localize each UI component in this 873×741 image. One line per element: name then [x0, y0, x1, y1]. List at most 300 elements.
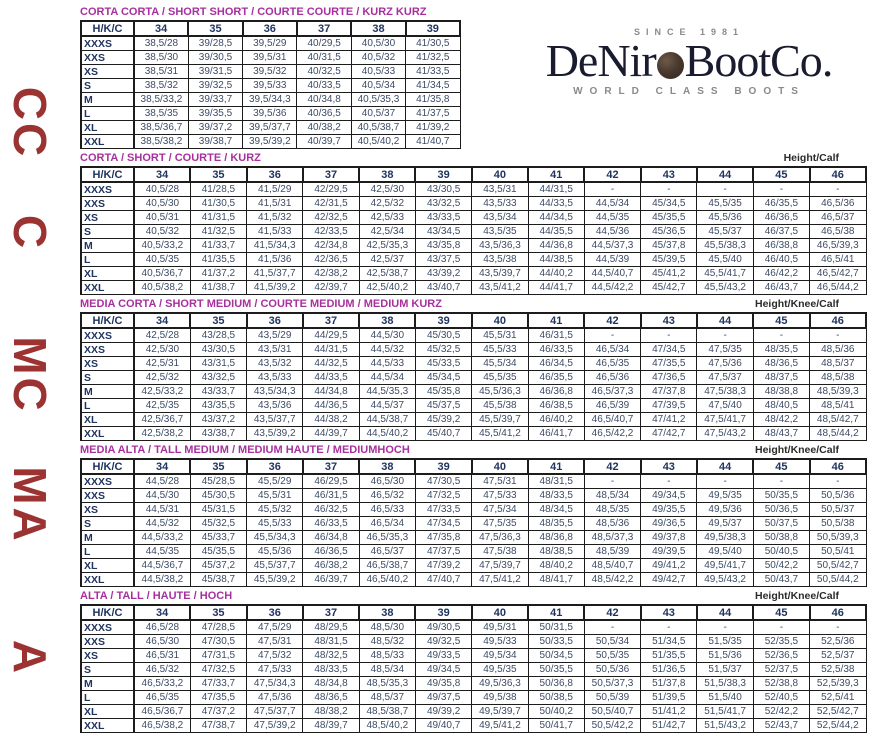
size-cell: 47,5/40 [697, 399, 753, 413]
size-cell: 50/40,2 [528, 705, 584, 719]
size-cell: 45/32,5 [415, 343, 471, 357]
size-cell: 42,5/38,7 [359, 267, 415, 281]
size-cell: 40/39,7 [297, 135, 351, 149]
size-cell: 46,5/36 [810, 197, 866, 211]
table-row [81, 413, 866, 427]
size-cell: 45/28,5 [190, 474, 246, 489]
size-cell: 39/31,5 [188, 65, 242, 79]
size-cell: 49,5/33 [472, 635, 528, 649]
size-cell: 49/40,7 [415, 719, 471, 733]
row-label: M [81, 677, 134, 691]
size-cell: 43,5/39,2 [247, 427, 303, 441]
size-cell: 45/34,5 [415, 371, 471, 385]
size-cell: 44,5/33 [359, 357, 415, 371]
size-cell: 48,5/35 [584, 503, 640, 517]
table-row [81, 107, 460, 121]
size-cell: 40,5/36,7 [134, 267, 190, 281]
size-cell: 44,5/35 [134, 545, 190, 559]
size-cell: 44/31,5 [528, 182, 584, 197]
size-cell: - [753, 474, 809, 489]
size-cell: 41/28,5 [190, 182, 246, 197]
size-cell: 46/29,5 [303, 474, 359, 489]
size-cell: 45,5/35 [697, 197, 753, 211]
size-cell: 48,5/32 [359, 635, 415, 649]
size-cell: 41/35,5 [190, 253, 246, 267]
table-row [81, 385, 866, 399]
size-cell: 45,5/34 [472, 357, 528, 371]
row-label: XL [81, 413, 134, 427]
size-cell: 43/31,5 [190, 357, 246, 371]
size-cell: 49,5/43,2 [697, 573, 753, 587]
size-cell: 47/37,2 [190, 705, 246, 719]
size-cell: 52/42,2 [753, 705, 809, 719]
table-row [81, 253, 866, 267]
size-cell: 45/36,5 [641, 225, 697, 239]
row-label: M [81, 239, 134, 253]
size-cell: 49/30,5 [415, 620, 471, 635]
size-cell: 48,5/38 [810, 371, 866, 385]
column-header-size: 35 [188, 21, 242, 36]
size-cell: 40,5/35,3 [351, 93, 405, 107]
row-label: XL [81, 705, 134, 719]
size-cell: 47/32,5 [415, 489, 471, 503]
size-cell: 40/29,5 [297, 36, 351, 51]
size-cell: - [641, 620, 697, 635]
size-cell: 50/40,5 [753, 545, 809, 559]
size-cell: 46,5/37 [810, 211, 866, 225]
size-cell: 47/35,8 [415, 531, 471, 545]
size-cell: 44,5/35,3 [359, 385, 415, 399]
size-cell: 46/38,8 [753, 239, 809, 253]
size-cell: 45/33,5 [415, 357, 471, 371]
column-header-size: 40 [472, 605, 528, 620]
size-cell: - [641, 182, 697, 197]
size-cell: 47,5/38 [472, 545, 528, 559]
column-header-size: 36 [247, 313, 303, 328]
table-title: CORTA CORTA / SHORT SHORT / COURTE COURTE / KURZ KURZ [80, 6, 427, 18]
table-row [81, 51, 460, 65]
size-cell: 43,5/37,7 [247, 413, 303, 427]
size-cell: 41/34,5 [406, 79, 460, 93]
size-cell: 41/38,7 [190, 281, 246, 295]
size-cell: 43/37,5 [415, 253, 471, 267]
size-cell: 50/34,5 [528, 649, 584, 663]
size-cell: 46/36,5 [303, 545, 359, 559]
size-cell: 45,5/38 [472, 399, 528, 413]
size-cell: 47,5/39,7 [472, 559, 528, 573]
size-cell: 46,5/41 [810, 253, 866, 267]
size-cell: 50/31,5 [528, 620, 584, 635]
size-cell: 48/36,5 [753, 357, 809, 371]
size-cell: 48/35,5 [528, 517, 584, 531]
size-cell: 39,5/39,2 [243, 135, 297, 149]
size-cell: 38,5/32 [134, 79, 188, 93]
size-cell: 41,5/32 [247, 211, 303, 225]
size-cell: 45,5/37,7 [247, 559, 303, 573]
size-cell: 48,5/38,7 [359, 705, 415, 719]
size-cell: 45/37,2 [190, 559, 246, 573]
size-cell: 49/34,5 [641, 489, 697, 503]
size-cell: 47,5/32 [247, 649, 303, 663]
row-label: XXXS [81, 328, 134, 343]
table-row [81, 328, 866, 343]
size-cell: 39/30,5 [188, 51, 242, 65]
size-cell: - [810, 182, 866, 197]
column-header-size: 44 [697, 313, 753, 328]
size-cell: 48/31,5 [528, 474, 584, 489]
table-row [81, 559, 866, 573]
size-cell: 41,5/37,7 [247, 267, 303, 281]
size-cell: 40/33,5 [297, 79, 351, 93]
row-label: XXXS [81, 36, 134, 51]
size-cell: 47,5/37,7 [247, 705, 303, 719]
size-cell: 49,5/38,3 [697, 531, 753, 545]
size-cell: 45/38,7 [190, 573, 246, 587]
size-cell: 40,5/28 [134, 182, 190, 197]
size-cell: 47/30,5 [190, 635, 246, 649]
size-cell: 45,5/33 [472, 343, 528, 357]
size-cell: 49/39,5 [641, 545, 697, 559]
size-cell: 46,5/35 [134, 691, 190, 705]
size-cell: 46/37,5 [753, 225, 809, 239]
size-cell: 50/37,5 [753, 517, 809, 531]
table-row [81, 239, 866, 253]
column-header-size: 46 [810, 459, 866, 474]
size-cell: 40,5/35 [134, 253, 190, 267]
size-cell: 52,5/38 [810, 663, 866, 677]
size-cell: 48/31,5 [303, 635, 359, 649]
table-title: ALTA / TALL / HAUTE / HOCH [80, 590, 233, 602]
size-cell: 46/33,5 [303, 517, 359, 531]
row-label: S [81, 225, 134, 239]
size-cell: 48,5/36 [584, 517, 640, 531]
size-cell: 39,5/36 [243, 107, 297, 121]
size-cell: 39,5/31 [243, 51, 297, 65]
logo-name-prefix: DeNir [545, 35, 656, 86]
size-cell: 45,5/29 [247, 474, 303, 489]
size-cell: 41/37,2 [190, 267, 246, 281]
size-cell: 43,5/34,3 [247, 385, 303, 399]
corner-header-hkc: H/K/C [81, 605, 134, 620]
size-cell: 46,5/30 [359, 474, 415, 489]
size-cell: 44/39,7 [303, 427, 359, 441]
size-cell: 45,5/35 [472, 371, 528, 385]
size-cell: 52/35,5 [753, 635, 809, 649]
size-cell: 44/41,7 [528, 281, 584, 295]
row-label: L [81, 545, 134, 559]
size-cell: 42,5/30 [359, 182, 415, 197]
size-cell: 44,5/32 [134, 517, 190, 531]
size-cell: 47/40,7 [415, 573, 471, 587]
size-cell: 45,5/34,3 [247, 531, 303, 545]
size-cell: 50,5/42,2 [584, 719, 640, 733]
size-cell: 41/35,8 [406, 93, 460, 107]
column-header-size: 39 [406, 21, 460, 36]
table-row [81, 474, 866, 489]
size-cell: 52/43,7 [753, 719, 809, 733]
size-cell: 45/35,8 [415, 385, 471, 399]
size-cell: 45/35,5 [190, 545, 246, 559]
size-cell: 49,5/40 [697, 545, 753, 559]
row-label: XS [81, 211, 134, 225]
size-cell: 43,5/39,7 [472, 267, 528, 281]
row-label: XXS [81, 51, 134, 65]
size-cell: 45/35,5 [641, 211, 697, 225]
size-cell: 41/33,7 [190, 239, 246, 253]
size-cell: 46,5/36,7 [134, 705, 190, 719]
size-cell: 38,5/30 [134, 51, 188, 65]
table-row [81, 719, 866, 733]
size-cell: - [697, 328, 753, 343]
size-cell: 44,5/42,2 [584, 281, 640, 295]
table-row [81, 211, 866, 225]
column-header-size: 45 [753, 459, 809, 474]
column-header-size: 37 [297, 21, 351, 36]
size-cell: 42,5/35,3 [359, 239, 415, 253]
size-cell: 44,5/34 [359, 371, 415, 385]
size-cell: 47/32,5 [190, 663, 246, 677]
size-cell: 49,5/39,7 [472, 705, 528, 719]
size-cell: 48,5/37,3 [584, 531, 640, 545]
size-cell: 44/29,5 [303, 328, 359, 343]
size-cell: 46,5/42,7 [810, 267, 866, 281]
column-header-size: 38 [359, 605, 415, 620]
size-cell: 51,5/37 [697, 663, 753, 677]
size-cell: 45,5/36 [247, 545, 303, 559]
size-cell: 46,5/44,2 [810, 281, 866, 295]
row-label: XXL [81, 427, 134, 441]
column-header-size: 42 [584, 605, 640, 620]
size-cell: 43/28,5 [190, 328, 246, 343]
size-cell: 40,5/33 [351, 65, 405, 79]
column-header-size: 44 [697, 605, 753, 620]
size-cell: 45,5/37 [697, 225, 753, 239]
size-cell: 49/39,2 [415, 705, 471, 719]
size-cell: 51,5/38,3 [697, 677, 753, 691]
column-header-size: 45 [753, 313, 809, 328]
size-cell: 50/38,5 [528, 691, 584, 705]
size-cell: 50,5/40,7 [584, 705, 640, 719]
size-cell: 43/35,8 [415, 239, 471, 253]
size-cell: 44/32,5 [303, 357, 359, 371]
size-cell: 46/35,5 [528, 371, 584, 385]
size-cell: 49/34,5 [415, 663, 471, 677]
size-cell: 44/36,8 [528, 239, 584, 253]
size-cell: 49,5/41,2 [472, 719, 528, 733]
size-cell: 48/34,5 [528, 503, 584, 517]
column-header-size: 36 [243, 21, 297, 36]
size-cell: 50,5/41 [810, 545, 866, 559]
table-row [81, 427, 866, 441]
size-cell: 51,5/35 [697, 635, 753, 649]
row-label: XXS [81, 489, 134, 503]
table-row [81, 573, 866, 587]
size-cell: 48,5/30 [359, 620, 415, 635]
size-cell: 43/39,2 [415, 267, 471, 281]
size-cell: 50,5/35 [584, 649, 640, 663]
size-cell: - [697, 182, 753, 197]
size-cell: 45,5/36,3 [472, 385, 528, 399]
column-header-size: 43 [641, 605, 697, 620]
size-cell: 50,5/36 [584, 663, 640, 677]
height-label: Height/Knee/Calf [754, 590, 839, 602]
size-cell: 42/31,5 [303, 197, 359, 211]
size-cell: 40,5/31 [134, 211, 190, 225]
size-cell: 41/37,5 [406, 107, 460, 121]
row-label: XXL [81, 573, 134, 587]
size-cell: 47/34,5 [641, 343, 697, 357]
size-cell: 49,5/34 [472, 649, 528, 663]
column-header-size: 45 [753, 167, 809, 182]
size-tables-area [80, 6, 867, 736]
size-cell: 48,5/44,2 [810, 427, 866, 441]
size-cell: - [697, 474, 753, 489]
size-cell: 43/37,2 [190, 413, 246, 427]
size-cell: 45/33,7 [190, 531, 246, 545]
size-table-media-alta [80, 458, 867, 587]
size-cell: 48/29,5 [303, 620, 359, 635]
column-header-size: 38 [351, 21, 405, 36]
size-cell: 48/41,7 [528, 573, 584, 587]
size-cell: - [584, 474, 640, 489]
corner-header-hkc: H/K/C [81, 313, 134, 328]
size-cell: 47,5/33 [247, 663, 303, 677]
size-cell: 47/41,2 [641, 413, 697, 427]
size-cell: 49,5/36 [697, 503, 753, 517]
column-header-size: 34 [134, 459, 190, 474]
size-cell: 52,5/42,7 [810, 705, 866, 719]
table-row [81, 357, 866, 371]
height-label: Height/Calf [783, 152, 839, 164]
size-cell: 45/39,5 [641, 253, 697, 267]
size-cell: 50,5/37,3 [584, 677, 640, 691]
size-cell: 52/38,8 [753, 677, 809, 691]
size-cell: 44,5/30 [359, 328, 415, 343]
size-cell: 45,5/39,2 [247, 573, 303, 587]
size-cell: 44,5/37 [359, 399, 415, 413]
size-cell: 43,5/31 [247, 343, 303, 357]
size-cell: 52/40,5 [753, 691, 809, 705]
size-cell: 48/35,5 [753, 343, 809, 357]
size-cell: 51/41,2 [641, 705, 697, 719]
row-label: XS [81, 503, 134, 517]
column-header-size: 36 [247, 459, 303, 474]
size-cell: 50,5/38 [810, 517, 866, 531]
size-cell: 44/34,8 [303, 385, 359, 399]
size-cell: 50,5/42,7 [810, 559, 866, 573]
size-cell: 49/37,8 [641, 531, 697, 545]
size-cell: 47/33,5 [415, 503, 471, 517]
size-cell: 47/34,5 [415, 517, 471, 531]
size-cell: 49/35,8 [415, 677, 471, 691]
size-cell: 47,5/41,2 [472, 573, 528, 587]
height-label: Height/Knee/Calf [754, 298, 839, 310]
size-cell: 46/40,5 [753, 253, 809, 267]
size-cell: 51/42,7 [641, 719, 697, 733]
size-cell: 50,5/44,2 [810, 573, 866, 587]
column-header-size: 39 [415, 605, 471, 620]
size-cell: 45,5/40 [697, 253, 753, 267]
row-label: XXS [81, 635, 134, 649]
size-cell: 44,5/31 [134, 503, 190, 517]
row-label: L [81, 691, 134, 705]
size-cell: 42,5/33 [359, 211, 415, 225]
size-cell: - [584, 182, 640, 197]
column-header-size: 39 [415, 459, 471, 474]
column-header-size: 38 [359, 167, 415, 182]
column-header-size: 39 [415, 167, 471, 182]
size-cell: 39,5/29 [243, 36, 297, 51]
column-header-size: 44 [697, 459, 753, 474]
size-cell: 41/30,5 [190, 197, 246, 211]
size-cell: 44/31,5 [303, 343, 359, 357]
row-label: XL [81, 267, 134, 281]
table-row [81, 620, 866, 635]
size-cell: 46/36,5 [753, 211, 809, 225]
size-cell: 40,5/30 [134, 197, 190, 211]
column-header-size: 43 [641, 459, 697, 474]
size-cell: 40,5/38,2 [134, 281, 190, 295]
size-cell: 40,5/32 [134, 225, 190, 239]
size-cell: - [810, 620, 866, 635]
logo-name-suffix: BootCo [684, 35, 822, 86]
table-row [81, 663, 866, 677]
size-cell: 46/41,7 [528, 427, 584, 441]
size-cell: 47,5/41,7 [697, 413, 753, 427]
size-cell: 47/35,5 [190, 691, 246, 705]
size-cell: 46/32,5 [303, 503, 359, 517]
size-cell: 52,5/39,3 [810, 677, 866, 691]
size-cell: 39/37,2 [188, 121, 242, 135]
table-title-row [80, 590, 867, 603]
row-label: XS [81, 649, 134, 663]
size-cell: 44/33,5 [528, 197, 584, 211]
row-label: XXXS [81, 474, 134, 489]
size-cell: 48/37,5 [753, 371, 809, 385]
size-cell: 45/32,5 [190, 517, 246, 531]
size-cell: 42,5/37 [359, 253, 415, 267]
side-label-corta-corta: CC [4, 86, 56, 160]
size-cell: 46/40,2 [528, 413, 584, 427]
row-label: XXXS [81, 620, 134, 635]
column-header-size: 40 [472, 459, 528, 474]
size-cell: 48,5/34 [584, 489, 640, 503]
size-cell: 43,5/33 [472, 197, 528, 211]
size-cell: 52/37,5 [753, 663, 809, 677]
size-cell: 41/40,7 [406, 135, 460, 149]
row-label: XXXS [81, 182, 134, 197]
size-cell: 47,5/36 [697, 357, 753, 371]
table-row [81, 635, 866, 649]
table-row [81, 121, 460, 135]
table-row [81, 281, 866, 295]
size-cell: 39,5/37,7 [243, 121, 297, 135]
size-cell: 47/33,7 [190, 677, 246, 691]
column-header-size: 39 [415, 313, 471, 328]
row-label: L [81, 253, 134, 267]
size-cell: 43/38,7 [190, 427, 246, 441]
size-cell: 40,5/33,2 [134, 239, 190, 253]
size-cell: 42,5/28 [134, 328, 190, 343]
size-cell: 46/33,5 [528, 343, 584, 357]
size-cell: 46,5/42,2 [584, 427, 640, 441]
size-cell: 50/36,8 [528, 677, 584, 691]
size-cell: 43/40,7 [415, 281, 471, 295]
column-header-size: 35 [190, 605, 246, 620]
size-cell: 52,5/36 [810, 635, 866, 649]
table-block-corta-corta [80, 6, 867, 149]
size-cell: 50,5/36 [810, 489, 866, 503]
